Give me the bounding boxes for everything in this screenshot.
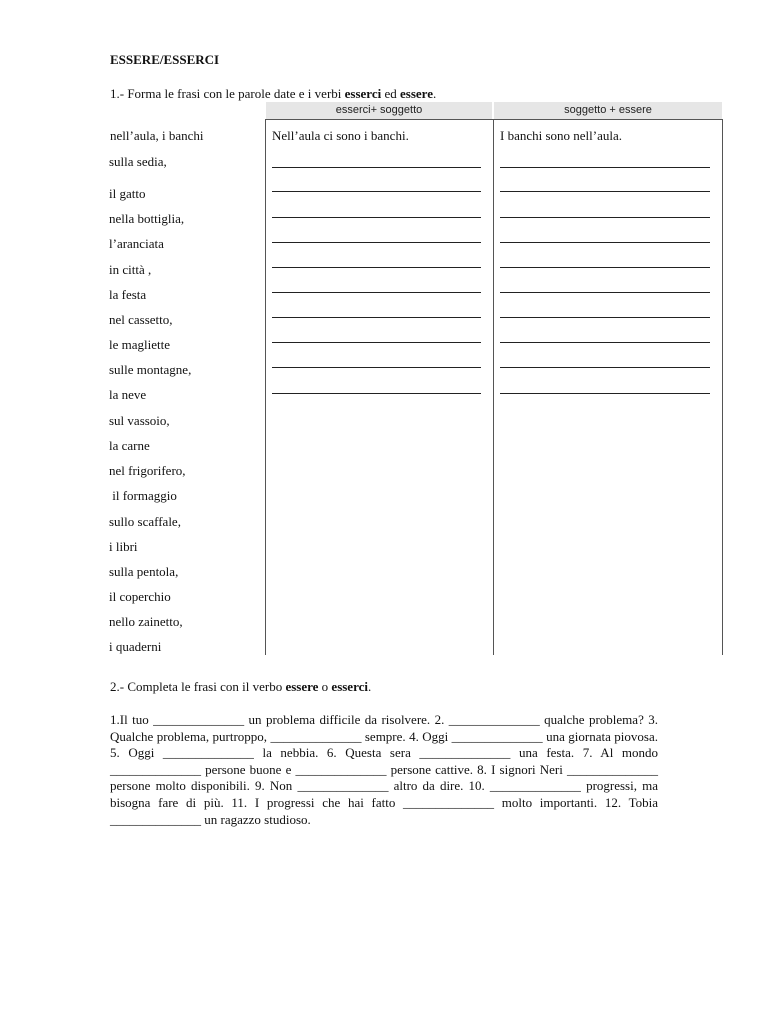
list-item: le magliette: [109, 337, 171, 352]
list-item: la neve: [109, 387, 147, 402]
table-top-border: [265, 119, 723, 120]
example-esserci: Nell’aula ci sono i banchi.: [272, 128, 409, 143]
answer-line[interactable]: [500, 267, 710, 268]
column-divider-right: [722, 119, 723, 655]
answer-line[interactable]: [272, 191, 481, 192]
list-item: i quaderni: [109, 639, 162, 654]
answer-line[interactable]: [500, 317, 710, 318]
answer-line[interactable]: [500, 191, 710, 192]
task2-instruction: 2.- Completa le frasi con il verbo essere o esserci.: [110, 679, 372, 694]
list-item: nella bottiglia,: [109, 211, 185, 226]
worksheet-title: ESSERE/ESSERCI: [110, 52, 220, 67]
list-item: il formaggio: [109, 488, 177, 503]
list-item: nel cassetto,: [109, 312, 173, 327]
list-item: sulla pentola,: [109, 564, 179, 579]
column-header-essere: soggetto + essere: [494, 102, 722, 119]
answer-line[interactable]: [272, 367, 481, 368]
list-item: in città ,: [109, 262, 152, 277]
list-item: sul vassoio,: [109, 413, 170, 428]
list-item: nel frigorifero,: [109, 463, 186, 478]
list-item: la carne: [109, 438, 150, 453]
example-essere: I banchi sono nell’aula.: [500, 128, 623, 143]
answer-line[interactable]: [272, 167, 481, 168]
list-item: la festa: [109, 287, 147, 302]
list-item: nello zainetto,: [109, 614, 183, 629]
answer-line[interactable]: [272, 217, 481, 218]
answer-line[interactable]: [500, 167, 710, 168]
answer-line[interactable]: [272, 292, 481, 293]
list-item: il coperchio: [109, 589, 171, 604]
column-divider-left: [265, 119, 266, 655]
answer-line[interactable]: [500, 393, 710, 394]
answer-line[interactable]: [272, 393, 481, 394]
column-header-esserci: esserci+ soggetto: [266, 102, 492, 119]
column-divider-middle: [493, 119, 494, 655]
list-item: sulle montagne,: [109, 362, 192, 377]
list-item: sulla sedia,: [109, 154, 167, 169]
answer-line[interactable]: [272, 242, 481, 243]
list-item: sullo scaffale,: [109, 514, 181, 529]
answer-line[interactable]: [500, 217, 710, 218]
list-item: i libri: [109, 539, 138, 554]
answer-line[interactable]: [500, 367, 710, 368]
answer-line[interactable]: [272, 342, 481, 343]
example-words: nell’aula, i banchi: [110, 128, 204, 143]
list-item: l’aranciata: [109, 236, 164, 251]
answer-line[interactable]: [500, 342, 710, 343]
list-item: il gatto: [109, 186, 146, 201]
answer-line[interactable]: [500, 242, 710, 243]
answer-line[interactable]: [500, 292, 710, 293]
answer-line[interactable]: [272, 267, 481, 268]
answer-line[interactable]: [272, 317, 481, 318]
task1-instruction: 1.- Forma le frasi con le parole date e i verbi esserci ed essere.: [110, 86, 437, 101]
exercise-paragraph: 1.Il tuo ______________ un problema difficile da risolvere. 2. ______________ qualche problema? 3. Qualche problema, purtroppo, ______________ sempre. 4. Oggi ______________ una giornata piovosa. 5. Oggi ______________ la nebbia. 6. Questa sera ______________ una festa. 7. Al mondo ______________ persone buone e ______________ persone cattive. 8. I signori Neri ______________ persone molto disponibili. 9. Non ______________ altro da dire. 10. ______________ progressi, ma bisogna fare di più. 11. I progressi che hai fatto ______________ molto importanti. 12. Tobia ______________ un ragazzo studioso.: [110, 712, 658, 827]
